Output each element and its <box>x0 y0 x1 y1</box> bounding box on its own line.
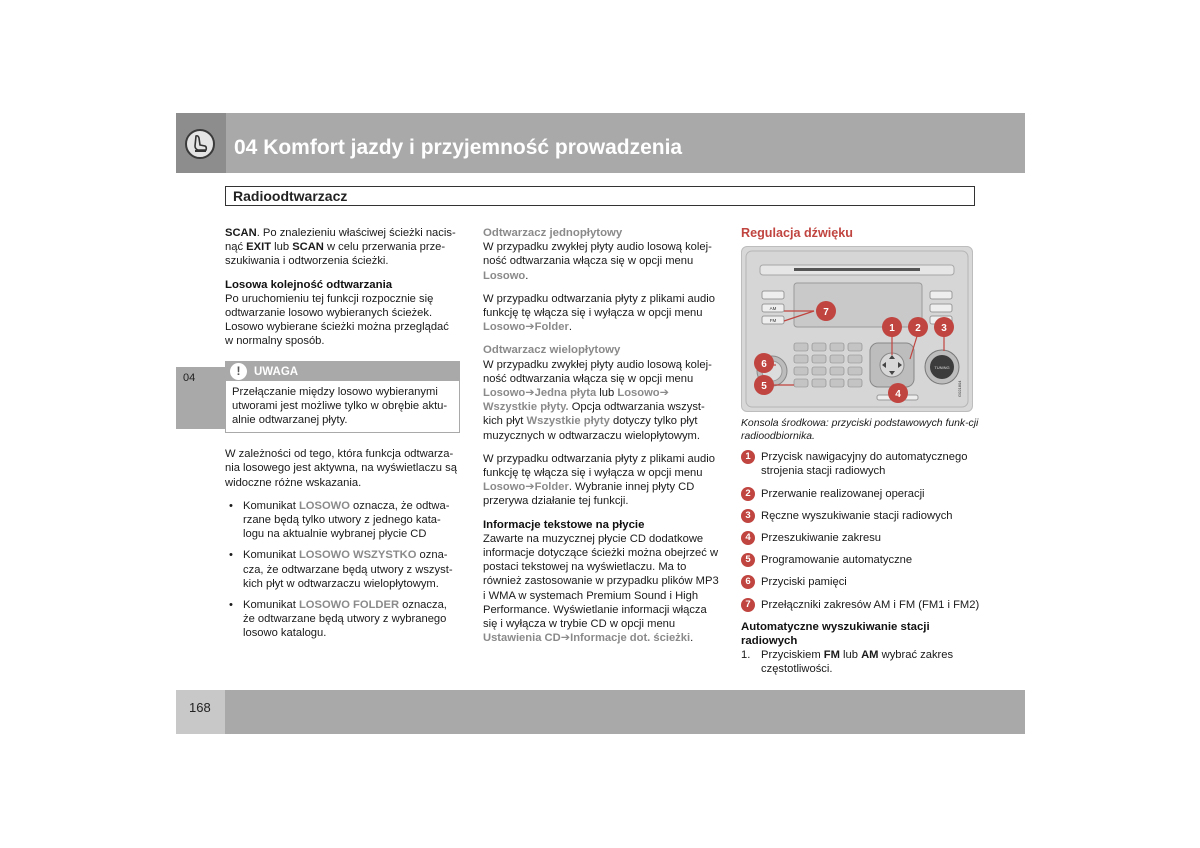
number-badge: 5 <box>741 553 755 567</box>
callout-1: 1 <box>889 323 895 335</box>
text-span: . <box>568 321 572 334</box>
multi-disc-heading: Odtwarzacz wielopłytowy <box>483 344 621 357</box>
column-2 <box>483 226 719 654</box>
list-item <box>243 499 460 542</box>
radio-console-figure <box>741 246 973 412</box>
text-span: W przypadku zwykłej płyty audio losową kolej-ność odtwarzania włącza się w opcji menu <box>483 358 712 385</box>
am-key: AM <box>861 649 879 662</box>
number-badge: 7 <box>741 598 755 612</box>
menu-option: Informacje dot. ścieżki <box>570 632 691 645</box>
column-1 <box>225 226 460 648</box>
number-badge: 1 <box>741 450 755 464</box>
text-info-heading: Informacje tekstowe na płycie <box>483 518 645 531</box>
text-span: wybrać zakres częstotliwości. <box>761 649 954 676</box>
warning-box <box>225 361 460 434</box>
page-number: 168 <box>189 700 211 715</box>
menu-option: Ustawienia CD <box>483 632 561 645</box>
column-3 <box>741 226 981 677</box>
list-item <box>741 509 981 523</box>
number-badge: 4 <box>741 531 755 545</box>
warning-icon: ! <box>230 363 247 380</box>
menu-arrow-icon: ➔ <box>525 321 535 334</box>
text-span: dotyczy tylko płyt muzycznych w odtwarzaczu wielopłytowym. <box>483 415 700 442</box>
text-span: lub <box>839 649 862 662</box>
text-span: oznacza, że odtwa-rzane będą tylko utwory z jednego kata-logu na aktualnie wybranej płycie CD <box>243 499 450 541</box>
display-message: LOSOWO <box>298 499 350 512</box>
list-item <box>243 598 460 641</box>
callout-7: 7 <box>823 307 829 319</box>
display-message: LOSOWO FOLDER <box>298 599 400 612</box>
legend-text: Przeszukiwanie zakresu <box>761 532 882 545</box>
scan-paragraph <box>225 226 460 269</box>
menu-option: Wszystkie płyty. <box>483 401 569 414</box>
random-paragraph: Po uruchomieniu tej funkcji rozpocznie się odtwarzanie losowo wybieranych ścieżek. Losowo wybierane ścieżki można przeglądać w normalny sposób. <box>225 292 449 348</box>
fm-button-label: FM <box>769 318 777 324</box>
text-span: Komunikat <box>243 599 299 612</box>
menu-option: Losowo <box>483 481 526 494</box>
text-span: Komunikat <box>243 499 299 512</box>
text-span: W przypadku odtwarzania płyty z plikami audio funkcję tę włącza się i wyłącza w opcji menu <box>483 292 715 320</box>
text-span: . Po znalezieniu właściwej ścieżki nacis-nąć <box>225 227 456 254</box>
controls-legend-list <box>741 450 981 612</box>
warning-header <box>226 362 459 381</box>
chapter-side-tab-label: 04 <box>183 372 196 384</box>
text-span: . <box>525 269 529 282</box>
legend-text: Przełączniki zakresów AM i FM (FM1 i FM2) <box>761 598 980 611</box>
auto-search-heading: Automatyczne wyszukiwanie stacji radiowych <box>741 620 930 648</box>
tuning-knob-label: TUNING <box>934 365 950 371</box>
text-span: W przypadku zwykłej płyty audio losową kolej-ność odtwarzania włącza się w opcji menu <box>483 241 712 268</box>
list-item <box>741 575 981 589</box>
number-badge: 3 <box>741 509 755 523</box>
number-badge: 6 <box>741 575 755 589</box>
menu-option: Wszystkie płyty <box>526 415 610 428</box>
step-number: 1. <box>741 649 751 662</box>
section-title: Radioodtwarzacz <box>233 188 348 204</box>
list-item <box>741 553 981 567</box>
menu-option: Losowo <box>617 387 660 400</box>
text-span: Zawarte na muzycznej płycie CD dodatkowe informacje dotyczące ścieżki można obejrzeć w postaci tekstowej na wyświetlaczu. Ma to również zastosowanie w przypadku plików MP3 i WMA w systemach Premium Sound i High Performance. Wyświetlanie informacji włącza się i wyłącza w trybie CD w opcji menu <box>483 532 719 631</box>
legend-text: Programowanie automatyczne <box>761 554 913 567</box>
list-item <box>741 487 981 501</box>
callout-5: 5 <box>761 381 767 393</box>
menu-option: Losowo <box>483 269 526 282</box>
text-info-paragraph <box>483 532 719 646</box>
multi-disc-files-paragraph <box>483 452 719 509</box>
callout-4: 4 <box>895 389 901 401</box>
chapter-title: 04 Komfort jazdy i przyjemność prowadzenia <box>234 136 683 159</box>
menu-option: Folder <box>534 481 569 494</box>
list-item <box>243 548 460 591</box>
legend-text: Przyciski pamięci <box>761 576 847 589</box>
footer-bar <box>176 690 1025 734</box>
number-badge: 2 <box>741 487 755 501</box>
scan-key: SCAN <box>225 227 257 239</box>
fm-key: FM <box>823 649 840 662</box>
list-item <box>741 450 981 478</box>
menu-option: Folder <box>534 321 569 334</box>
single-disc-paragraph <box>483 240 719 283</box>
figure-code: G021804 <box>957 380 962 398</box>
list-item <box>741 531 981 545</box>
menu-option: Losowo <box>483 387 526 400</box>
text-span: . Wybranie innej płyty CD przerywa działanie tej funkcji. <box>483 481 695 508</box>
menu-arrow-icon: ➔ <box>525 387 535 400</box>
callout-2: 2 <box>915 323 921 335</box>
text-span: Opcja odtwarzania wszyst-kich płyt <box>483 401 705 428</box>
text-span: Przyciskiem <box>761 649 824 662</box>
text-span: w celu przerwania prze-szukiwania i odtworzenia ścieżki. <box>225 241 446 268</box>
legend-text: Przycisk nawigacyjny do automatycznego strojenia stacji radiowych <box>761 451 968 478</box>
single-disc-heading: Odtwarzacz jednopłytowy <box>483 227 623 239</box>
am-button-label: AM <box>769 306 777 312</box>
single-disc-files-paragraph <box>483 292 719 335</box>
legend-text: Ręczne wyszukiwanie stacji radiowych <box>761 509 953 522</box>
callout-3: 3 <box>941 323 947 335</box>
seat-comfort-icon <box>185 129 215 159</box>
menu-option: Jedna płyta <box>534 387 597 400</box>
text-span: . <box>690 632 694 645</box>
step-1 <box>741 648 981 676</box>
radio-console-illustration <box>742 247 972 411</box>
text-span: lub <box>596 387 618 400</box>
menu-arrow-icon: ➔ <box>560 632 571 645</box>
text-span: W przypadku odtwarzania płyty z plikami audio funkcję tę włącza się i wyłącza w opcji menu <box>483 452 715 480</box>
display-message: LOSOWO WSZYSTKO <box>298 549 417 562</box>
list-item <box>741 598 981 612</box>
exit-key: EXIT <box>246 241 272 254</box>
warning-title: UWAGA <box>254 365 299 378</box>
sound-settings-heading: Regulacja dźwięku <box>741 226 853 240</box>
callout-6: 6 <box>761 359 767 371</box>
figure-caption: Konsola środkowa: przyciski podstawowych funk-cji radioodbiornika. <box>741 418 979 442</box>
random-heading: Losowa kolejność odtwarzania <box>225 278 393 291</box>
legend-text: Przerwanie realizowanej operacji <box>761 487 925 500</box>
menu-option: Losowo <box>483 321 526 334</box>
random-messages-list <box>225 499 460 641</box>
warning-text: Przełączanie między losowo wybieranymi utworami jest możliwe tylko w obrębie aktu-alnie odtwarzanej płyty. <box>232 385 448 427</box>
menu-arrow-icon: ➔ <box>659 387 669 400</box>
text-span: Komunikat <box>243 549 299 562</box>
menu-arrow-icon: ➔ <box>525 481 535 494</box>
text-span: lub <box>271 241 293 254</box>
depends-paragraph: W zależności od tego, która funkcja odtwarza-nia losowego jest aktywna, na wyświetlaczu są widoczne różne wskazania. <box>225 448 457 489</box>
text-span: ozna-cza, że odtwarzane będą utwory z wszyst-kich płyt w odtwarzaczu wielopłytowym. <box>243 549 453 590</box>
text-span: oznacza, że odtwarzane będą utwory z wybranego losowo katalogu. <box>243 599 447 640</box>
scan-key: SCAN <box>292 241 324 254</box>
multi-disc-paragraph <box>483 358 719 443</box>
